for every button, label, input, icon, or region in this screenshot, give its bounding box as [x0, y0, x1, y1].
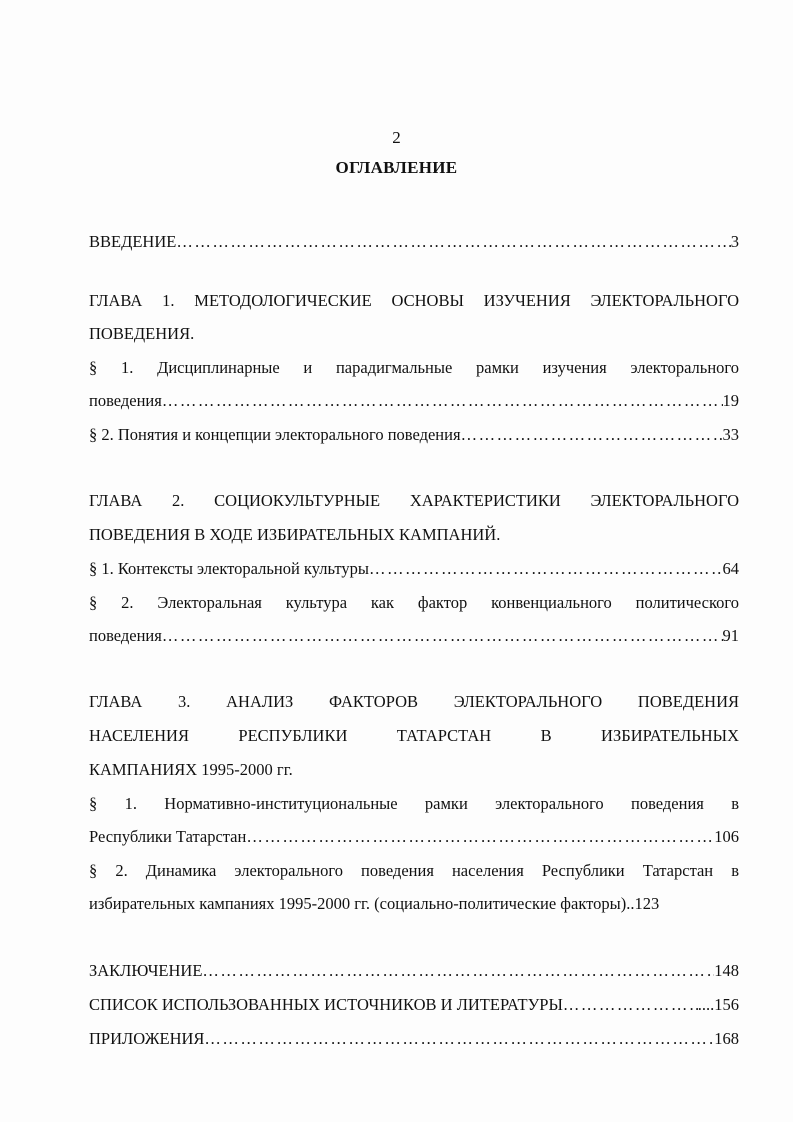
toc-page: ....156 — [697, 995, 739, 1014]
chapter-3-heading-cont-2: КАМПАНИЯХ 1995-2000 гг. — [89, 760, 293, 779]
toc-page: 19 — [722, 391, 739, 410]
toc-entry-intro — [89, 232, 739, 252]
leader-dots — [246, 827, 714, 847]
chapter-1-heading: ГЛАВА 1. МЕТОДОЛОГИЧЕСКИЕ ОСНОВЫ ИЗУЧЕНИЯ ЭЛЕКТОРАЛЬНОГО — [89, 291, 739, 310]
chapter-3-section-1: § 1. Нормативно-институциональные рамки электорального поведения в — [89, 794, 739, 813]
chapter-3-heading: ГЛАВА 3. АНАЛИЗ ФАКТОРОВ ЭЛЕКТОРАЛЬНОГО ПОВЕДЕНИЯ — [89, 692, 739, 711]
toc-label: Республики Татарстан — [89, 827, 247, 846]
toc-label: поведения — [89, 626, 162, 645]
toc-page: 168 — [714, 1029, 739, 1048]
page-number: 2 — [392, 128, 401, 147]
chapter-3-section-2: § 2. Динамика электорального поведения населения Республики Татарстан в — [89, 861, 739, 880]
chapter-2-heading: ГЛАВА 2. СОЦИОКУЛЬТУРНЫЕ ХАРАКТЕРИСТИКИ ЭЛЕКТОРАЛЬНОГО — [89, 491, 739, 510]
toc-page: 3 — [730, 232, 739, 251]
toc-page: 106 — [714, 827, 739, 846]
chapter-3-heading-cont: НАСЕЛЕНИЯ РЕСПУБЛИКИ ТАТАРСТАН В ИЗБИРАТЕЛЬНЫХ — [89, 726, 739, 745]
leader-dots — [202, 961, 714, 981]
chapter-1-section-1: § 1. Дисциплинарные и парадигмальные рамки изучения электорального — [89, 358, 739, 377]
leader-dots — [461, 425, 723, 445]
leader-dots — [162, 626, 723, 646]
leader-dots — [563, 995, 698, 1015]
toc-label: § 1. Контексты электоральной культуры — [89, 559, 369, 578]
toc-entry-conclusion — [89, 961, 739, 981]
page-title: ОГЛАВЛЕНИЕ — [335, 158, 458, 177]
chapter-2-section-1 — [89, 559, 739, 579]
toc-label: поведения — [89, 391, 162, 410]
chapter-2-section-2: § 2. Электоральная культура как фактор конвенциального политического — [89, 593, 739, 612]
toc-label: ЗАКЛЮЧЕНИЕ — [89, 961, 203, 980]
toc-page: 91 — [722, 626, 739, 645]
toc-label: СПИСОК ИСПОЛЬЗОВАННЫХ ИСТОЧНИКОВ И ЛИТЕРАТУРЫ — [89, 995, 563, 1014]
toc-label: ПРИЛОЖЕНИЯ — [89, 1029, 205, 1048]
leader-dots — [369, 559, 723, 579]
chapter-2-heading-cont: ПОВЕДЕНИЯ В ХОДЕ ИЗБИРАТЕЛЬНЫХ КАМПАНИЙ. — [89, 525, 501, 544]
chapter-1-section-2 — [89, 425, 739, 445]
leader-dots — [162, 391, 723, 411]
toc-label: ВВЕДЕНИЕ — [89, 232, 177, 251]
chapter-1-section-1-cont — [89, 391, 739, 411]
leader-dots — [204, 1029, 714, 1049]
toc-page: 33 — [722, 425, 739, 444]
chapter-2-section-2-cont — [89, 626, 739, 646]
toc-label: § 2. Понятия и концепции электорального поведения — [89, 425, 461, 444]
toc-entry-sources — [89, 995, 739, 1015]
chapter-1-heading-cont: ПОВЕДЕНИЯ. — [89, 324, 195, 343]
chapter-3-section-1-cont — [89, 827, 739, 847]
leader-dots — [176, 232, 730, 252]
chapter-3-section-2-cont: избирательных кампаниях 1995-2000 гг. (социально-политические факторы)..123 — [89, 894, 660, 913]
toc-entry-appendix — [89, 1029, 739, 1049]
toc-page: 148 — [714, 961, 739, 980]
toc-page: 64 — [722, 559, 739, 578]
